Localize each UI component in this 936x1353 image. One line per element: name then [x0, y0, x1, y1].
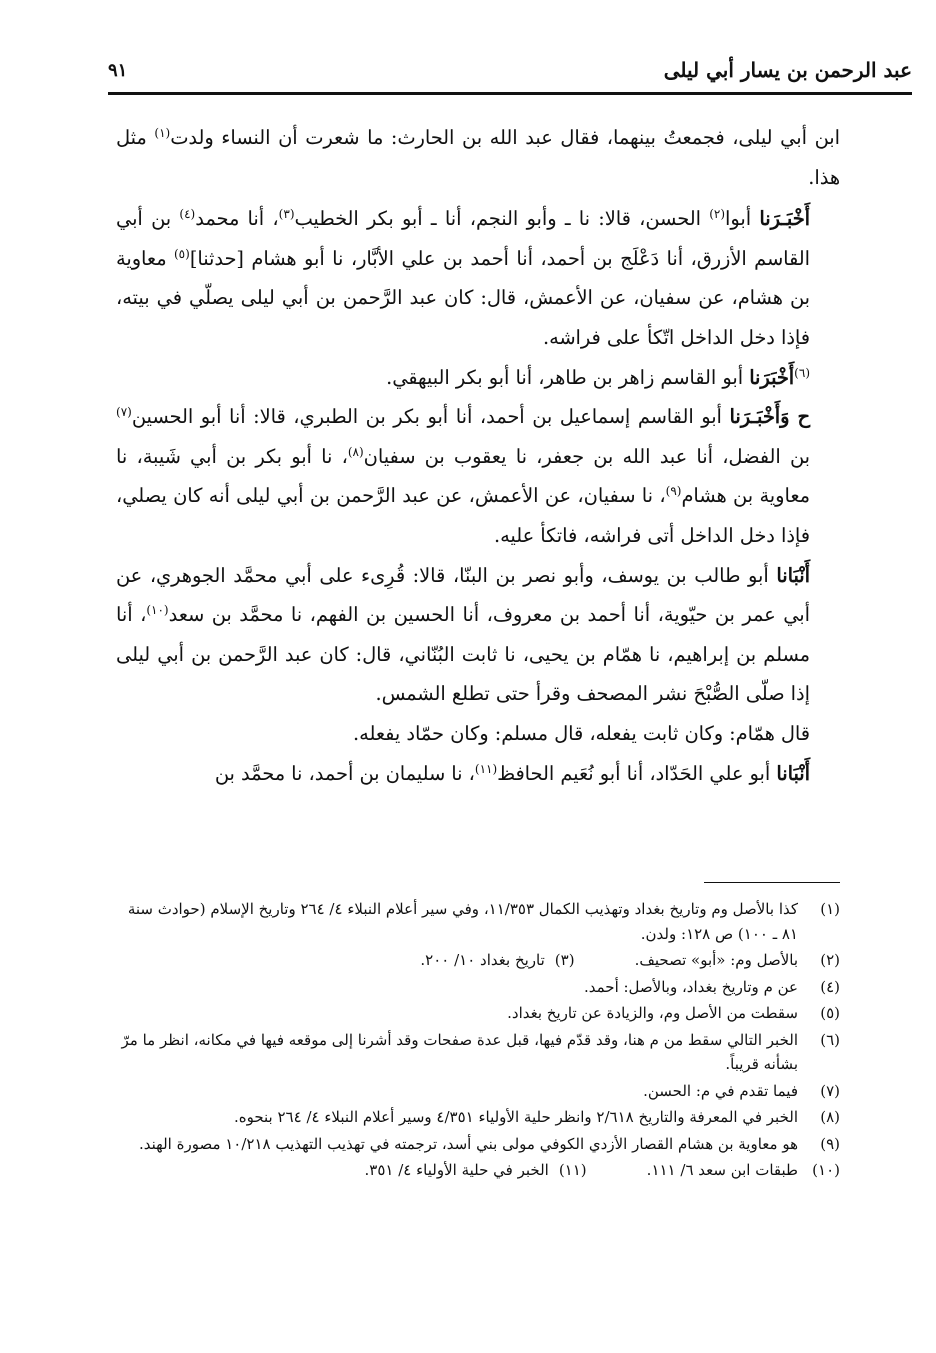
text-span: ، أنا محمد	[195, 207, 279, 231]
paragraph-5	[116, 556, 840, 714]
footnote-text: سقطت من الأصل وم، والزيادة عن تاريخ بغداد.	[507, 1004, 798, 1022]
keyword-anbana: أَنْبَانا	[776, 761, 810, 785]
paragraph-4	[116, 397, 840, 555]
text-span: بن أبي القاسم الأزرق، أنا دَعْلَج بن أحمد، أنا أحمد بن علي الأبَّار، نا أبو هشام [حدثنا]	[116, 207, 810, 270]
footnote-8	[110, 1105, 840, 1130]
footnote-2	[635, 948, 840, 973]
footnote-number: (٩)	[820, 1134, 840, 1153]
paragraph-2	[116, 199, 840, 357]
footnote-number: (٦)	[820, 1030, 840, 1049]
footnote-text: طبقات ابن سعد ٦/ ١١١.	[646, 1161, 798, 1179]
footnote-marker: (٨)	[347, 444, 364, 459]
footnote-text: بالأصل وم: «أبو» تصحيف.	[634, 951, 798, 969]
keyword-akhbarana: أَخْبَرَنا	[749, 365, 795, 389]
footnote-number: (٨)	[820, 1108, 840, 1126]
paragraph-1	[116, 118, 840, 197]
footnote-text: تاريخ بغداد ١٠/ ٢٠٠.	[420, 951, 545, 969]
footnote-3	[420, 948, 574, 973]
footnote-text: الخبر في حلية الأولياء ٤/ ٣٥١.	[364, 1161, 549, 1179]
keyword-anbana: أَنْبَانا	[776, 563, 810, 587]
text-span: بن الفضل، أنا عبد الله بن جعفر، نا يعقوب بن سفيان	[363, 444, 810, 468]
footnote-marker: (٧)	[116, 405, 132, 420]
keyword-wa-akhbarana: ح وَأَخْبَـرَنا	[729, 405, 810, 429]
footnote-number: (٧)	[820, 1081, 840, 1100]
footnote-text: الخبر في المعرفة والتاريخ ٢/٦١٨ وانظر حلية الأولياء ٤/٣٥١ وسير أعلام النبلاء ٤/ ٢٦٤ بنحوه.	[233, 1108, 798, 1126]
footnote-number: (٥)	[820, 1004, 840, 1022]
footnotes	[110, 897, 840, 1185]
header-rule	[108, 92, 912, 95]
text-span: أبوا	[725, 207, 760, 231]
footnote-text: هو معاوية بن هشام القصار الأزدي الكوفي مولى بني أسد، ترجمته في تهذيب التهذيب ١٠/٢١٨ مصورة الهند.	[139, 1134, 798, 1153]
running-title: عبد الرحمن بن يسار أبي ليلى	[663, 58, 912, 82]
footnote-marker: (٢)	[709, 207, 726, 222]
text-span: أبو طالب بن يوسف، وأبو نصر بن البنّا، قالا: قُرِىء على أبي محمَّد الجوهري، عن أبي عمر بن حيّوية، أنا أحمد بن معروف، أنا الحسين بن الفهم، نا محمَّد بن سعد	[116, 563, 810, 627]
text-span: قال همّام: وكان ثابت يفعله، قال مسلم: وكان حمّاد يفعله.	[353, 721, 810, 745]
footnote-4	[110, 975, 840, 1000]
footnote-7	[110, 1079, 840, 1104]
footnote-text: فيما تقدم في م: الحسن.	[643, 1081, 798, 1100]
page-number: ٩١	[108, 60, 128, 81]
footnote-text: الخبر التالي سقط من م هنا، وقد قدّم فيها، قبل عدة صفحات وقد أشرنا إلى موقعه فيها في مكانه، انظر ما مرّ بشأنه قريباً.	[121, 1030, 798, 1073]
footnote-row-2-3	[110, 948, 840, 973]
footnote-marker: (٩)	[665, 484, 682, 499]
text-span: ، نا أبو بكر بن أبي شَيبة، نا معاوية بن هشام	[116, 444, 810, 508]
footnote-10	[647, 1158, 840, 1183]
paragraph-7	[116, 754, 840, 794]
footnote-5	[110, 1001, 840, 1026]
footnote-number: (٢)	[820, 951, 840, 969]
paragraph-6	[116, 714, 840, 754]
footnote-1	[110, 897, 840, 946]
footnote-marker: (١)	[154, 126, 171, 140]
footnote-marker: (٦)	[794, 365, 810, 380]
main-text	[116, 118, 840, 793]
text-span: ، نا سفيان، عن الأعمش، عن عبد الرَّحمن بن أبي ليلى أنه كان يصلي، فإذا دخل الداخل أتى فراشه، فاتكأ عليه.	[116, 484, 810, 547]
footnote-text: عن م وتاريخ بغداد، وبالأصل: أحمد.	[583, 977, 798, 996]
keyword-akhbarana: أَخْبَـرَنا	[759, 207, 810, 231]
footnote-9	[110, 1132, 840, 1157]
paragraph-3	[116, 358, 840, 398]
footnote-row-10-11	[110, 1158, 840, 1183]
footnote-separator	[704, 882, 840, 883]
footnote-text: كذا بالأصل وم وتاريخ بغداد وتهذيب الكمال ١١/٣٥٣، وفي سير أعلام النبلاء ٤/ ٢٦٤ وتاريخ الإسلام (حوادث سنة ٨١ ـ ١٠٠) ص ١٢٨: ولدن.	[127, 900, 798, 943]
text-span: أبو القاسم زاهر بن طاهر، أنا أبو بكر البيهقي.	[386, 365, 750, 389]
footnote-number: (٤)	[820, 977, 840, 996]
footnote-marker: (٤)	[179, 207, 196, 222]
footnote-marker: (١٠)	[146, 603, 169, 618]
footnote-number: (١٠)	[812, 1161, 840, 1179]
text-span: أبو علي الحَدّاد، أنا أبو نُعَيم الحافظ	[497, 761, 777, 785]
footnote-11	[365, 1158, 587, 1183]
footnote-number: (١)	[820, 900, 840, 918]
text-span: ، نا سليمان بن أحمد، نا محمَّد بن	[214, 761, 475, 785]
footnote-marker: (٥)	[173, 246, 190, 261]
text-span: مثل هذا.	[116, 126, 840, 189]
footnote-6	[110, 1028, 840, 1077]
page-header	[108, 52, 912, 92]
footnote-number: (٣)	[554, 951, 575, 969]
text-span: أبو القاسم إسماعيل بن أحمد، أنا أبو بكر بن الطبري، قالا: أنا أبو الحسين	[131, 405, 730, 429]
text-span: معاوية بن هشام، عن سفيان، عن الأعمش، قال: كان عبد الرَّحمن بن أبي ليلى يصلّي في بيته، فإذا دخل الداخل اتّكأ على فراشه.	[116, 246, 810, 349]
footnote-marker: (١١)	[474, 761, 498, 776]
footnote-number: (١١)	[558, 1161, 587, 1179]
text-span: ابن أبي ليلى، فجمعتُ بينهما، فقال عبد الله بن الحارث: ما شعرت أن النساء ولدت	[170, 126, 840, 149]
footnote-marker: (٣)	[278, 207, 295, 222]
text-span: الحسن، قالا: نا ـ وأبو النجم، أنا ـ أبو بكر الخطيب	[294, 207, 710, 231]
text-span: ، أنا مسلم بن إبراهيم، نا همّام بن يحيى، نا ثابت البُنّاني، قال: كان عبد الرَّحمن بن أبي ليلى إذا صلّى الصُّبْحَ نشر المصحف وقرأ حتى تطلع الشمس.	[116, 603, 810, 706]
